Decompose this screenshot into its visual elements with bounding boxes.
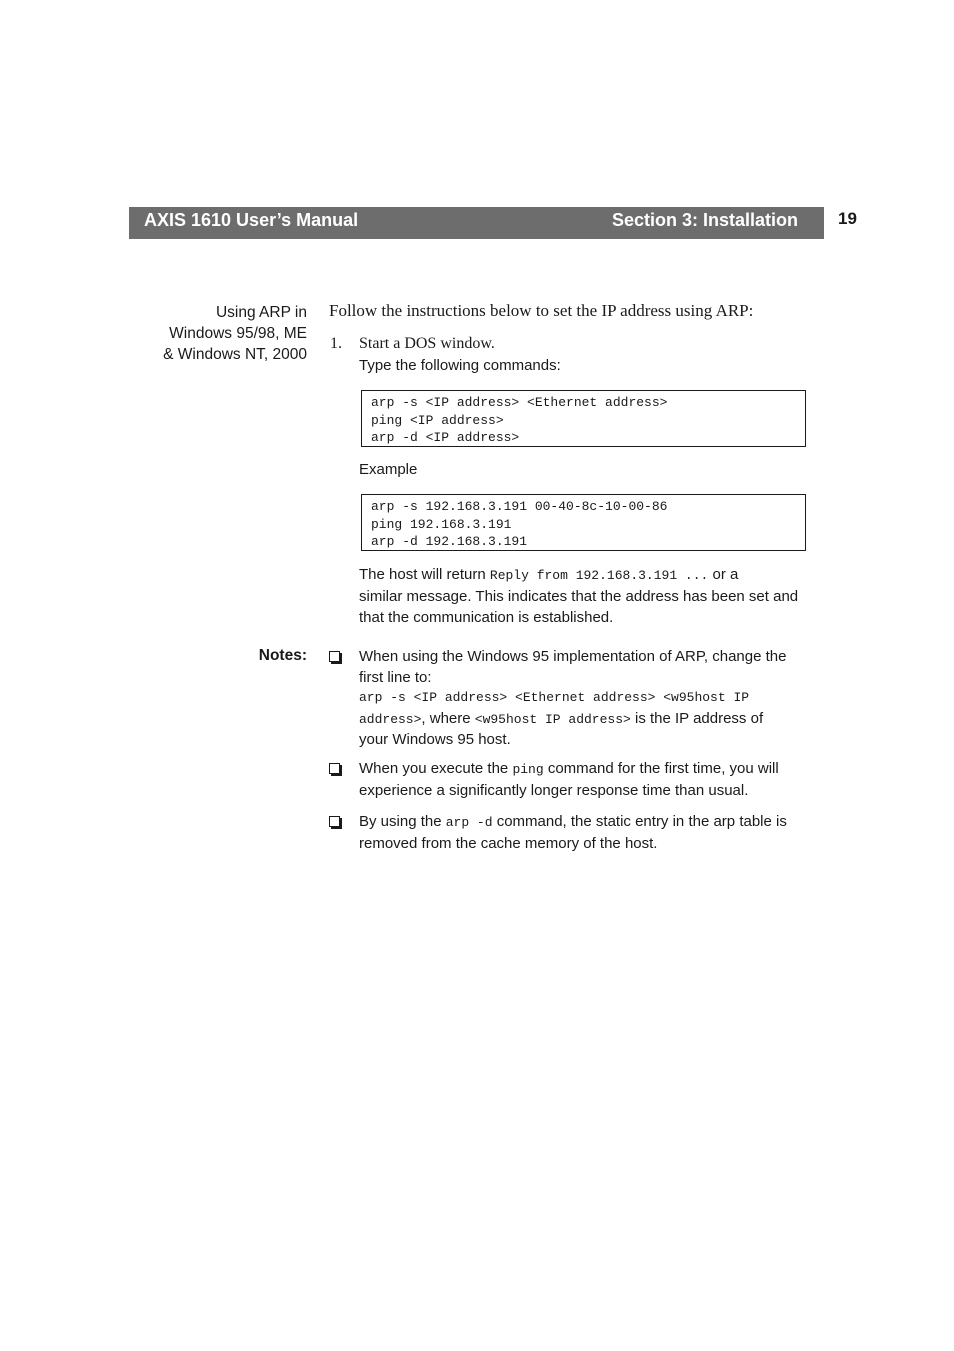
side-heading-line: Using ARP in	[215, 304, 307, 321]
checkbox-bullet-icon	[329, 651, 340, 662]
example-code-box	[361, 494, 806, 551]
code-line: arp -d <IP address>	[371, 430, 520, 445]
note-2-pre: When you execute the	[359, 760, 513, 777]
header-bar	[129, 207, 824, 239]
example-label: Example	[359, 461, 418, 478]
note-2-post: command for the first time, you will	[543, 760, 779, 777]
code-line: ping 192.168.3.191	[371, 516, 512, 532]
manual-title: AXIS 1610 User’s Manual	[144, 210, 359, 230]
note-2-code: ping	[512, 762, 544, 777]
return-paragraph	[359, 564, 809, 628]
return-text-end: or a	[708, 566, 739, 583]
note-3-code: arp -d	[445, 815, 493, 830]
note-2-line-2: experience a significantly longer response time than usual.	[359, 781, 749, 799]
note-1-line-1: When using the Windows 95 implementation of ARP, change the	[359, 648, 787, 665]
note-3-line-2: removed from the cache memory of the host.	[359, 834, 658, 852]
note-1-mid: , where	[421, 709, 475, 727]
step-text: Start a DOS window.	[359, 335, 495, 352]
return-text-start: The host will return	[359, 566, 490, 583]
note-1-code: arp -s <IP address> <Ethernet address> <w95host IP	[359, 690, 750, 705]
note-1-code-cont: address>	[359, 711, 422, 727]
commands-code-box	[361, 390, 806, 447]
code-line: ping <IP address>	[371, 412, 504, 428]
note-3	[359, 812, 809, 854]
checkbox-bullet-icon	[329, 816, 340, 827]
note-2	[359, 759, 809, 801]
code-line: arp -s <IP address> <Ethernet address>	[371, 395, 668, 410]
note-1-last-line: your Windows 95 host.	[359, 731, 511, 748]
notes-label: Notes:	[258, 647, 307, 664]
code-line: arp -d 192.168.3.191	[371, 534, 528, 549]
note-3-post: command, the static entry in the arp table is	[492, 813, 787, 830]
note-3-pre: By using the	[359, 813, 446, 830]
page-number: 19	[838, 209, 857, 228]
section-title: Section 3: Installation	[611, 210, 798, 230]
intro-text: Follow the instructions below to set the IP address using ARP:	[329, 301, 754, 320]
code-line: arp -s 192.168.3.191 00-40-8c-10-00-86	[371, 499, 668, 514]
note-1-tail: is the IP address of	[630, 709, 764, 727]
return-line-2: similar message. This indicates that the address has been set and	[359, 588, 799, 605]
side-heading-line: & Windows NT, 2000	[163, 346, 307, 363]
note-1	[359, 647, 809, 751]
side-heading	[107, 302, 307, 365]
side-heading-line: Windows 95/98, ME	[169, 325, 307, 342]
note-1-code-host: <w95host IP address>	[474, 711, 631, 727]
step-subtext: Type the following commands:	[359, 357, 561, 374]
return-line-3: that the communication is established.	[359, 609, 614, 626]
note-1-line-2: first line to:	[359, 668, 432, 686]
checkbox-bullet-icon	[329, 763, 340, 774]
reply-code: Reply from 192.168.3.191 ...	[489, 568, 709, 583]
step-number: 1.	[330, 335, 342, 352]
